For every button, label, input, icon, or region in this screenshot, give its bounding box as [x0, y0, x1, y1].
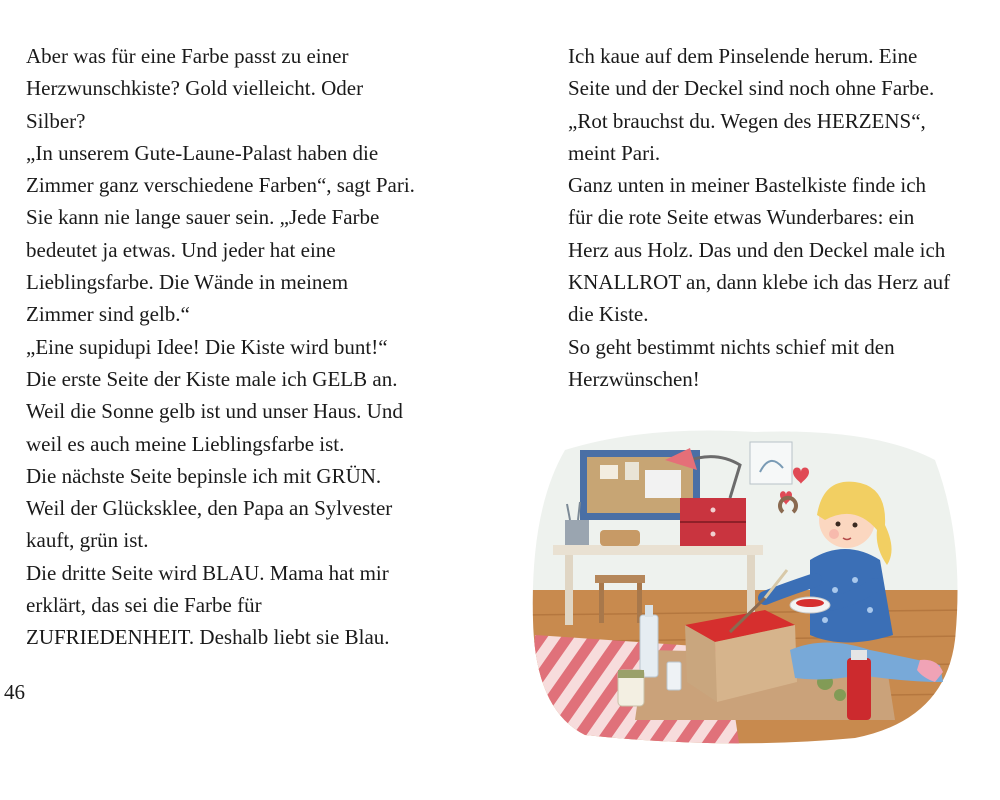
text-line: Die nächste Seite bepinsle ich mit GRÜN. — [26, 463, 382, 488]
text-line: Zimmer ganz verschiedene Farben“, sagt Pari. — [26, 173, 415, 198]
left-page-text — [4, 40, 415, 654]
glue-bottle — [640, 615, 658, 677]
text-line: Seite und der Deckel sind noch ohne Farbe. — [568, 76, 935, 101]
paragraph — [546, 105, 946, 170]
text-line: „Rot brauchst du. Wegen des HERZENS“, — [568, 108, 926, 133]
text-line: Herzwünschen! — [568, 366, 700, 391]
text-line: Silber? — [26, 108, 86, 133]
paragraph — [4, 460, 404, 557]
paragraph — [4, 137, 415, 331]
text-line: Zimmer sind gelb.“ — [26, 302, 190, 327]
text-line: Sie kann nie lange sauer sein. „Jede Farbe — [26, 205, 380, 230]
text-line: Weil der Glücksklee, den Papa an Sylvester — [26, 496, 393, 521]
paragraph — [546, 331, 946, 396]
text-line: Herzwunschkiste? Gold vielleicht. Oder — [26, 76, 364, 101]
text-line: ZUFRIEDENHEIT. Deshalb liebt sie Blau. — [26, 625, 390, 650]
text-line: Lieblingsfarbe. Die Wände in meinem — [26, 270, 349, 295]
text-line: Die dritte Seite wird BLAU. Mama hat mir — [26, 560, 389, 585]
text-line: Herz aus Holz. Das und den Deckel male ich — [568, 237, 946, 262]
text-line: KNALLROT an, dann klebe ich das Herz auf — [568, 270, 951, 295]
paragraph — [4, 40, 404, 137]
red-paint-bottle — [847, 658, 871, 720]
paragraph — [4, 363, 404, 460]
text-line: So geht bestimmt nichts schief mit den — [568, 334, 895, 359]
paragraph — [546, 40, 946, 105]
desk — [553, 545, 763, 555]
chair — [600, 530, 640, 546]
right-page-text — [546, 40, 951, 395]
page-number: 46 — [4, 680, 25, 704]
illustration-drawing — [525, 420, 965, 750]
girl-painting-box-illustration — [525, 420, 965, 750]
paragraph — [4, 557, 404, 654]
text-line: die Kiste. — [568, 302, 649, 327]
text-line: „In unserem Gute-Laune-Palast haben die — [26, 140, 379, 165]
paragraph — [546, 169, 951, 330]
text-line: erklärt, das sei die Farbe für — [26, 593, 262, 618]
paragraph — [4, 331, 404, 363]
text-line: „Eine supidupi Idee! Die Kiste wird bunt!“ — [26, 334, 388, 359]
text-line: weil es auch meine Lieblingsfarbe ist. — [26, 431, 345, 456]
text-line: meint Pari. — [568, 140, 661, 165]
text-line: bedeutet ja etwas. Und jeder hat eine — [26, 237, 336, 262]
text-line: Aber was für eine Farbe passt zu einer — [26, 44, 349, 68]
text-line: für die rote Seite etwas Wunderbares: ein — [568, 205, 915, 230]
text-line: Ich kaue auf dem Pinselende herum. Eine — [568, 44, 918, 68]
text-line: Ganz unten in meiner Bastelkiste finde ich — [568, 173, 927, 198]
text-line: Weil die Sonne gelb ist und unser Haus. Und — [26, 399, 403, 424]
text-line: Die erste Seite der Kiste male ich GELB an. — [26, 366, 398, 391]
wall-drawing — [750, 442, 792, 484]
pencil-cup — [565, 520, 589, 545]
text-line: kauft, grün ist. — [26, 528, 149, 553]
